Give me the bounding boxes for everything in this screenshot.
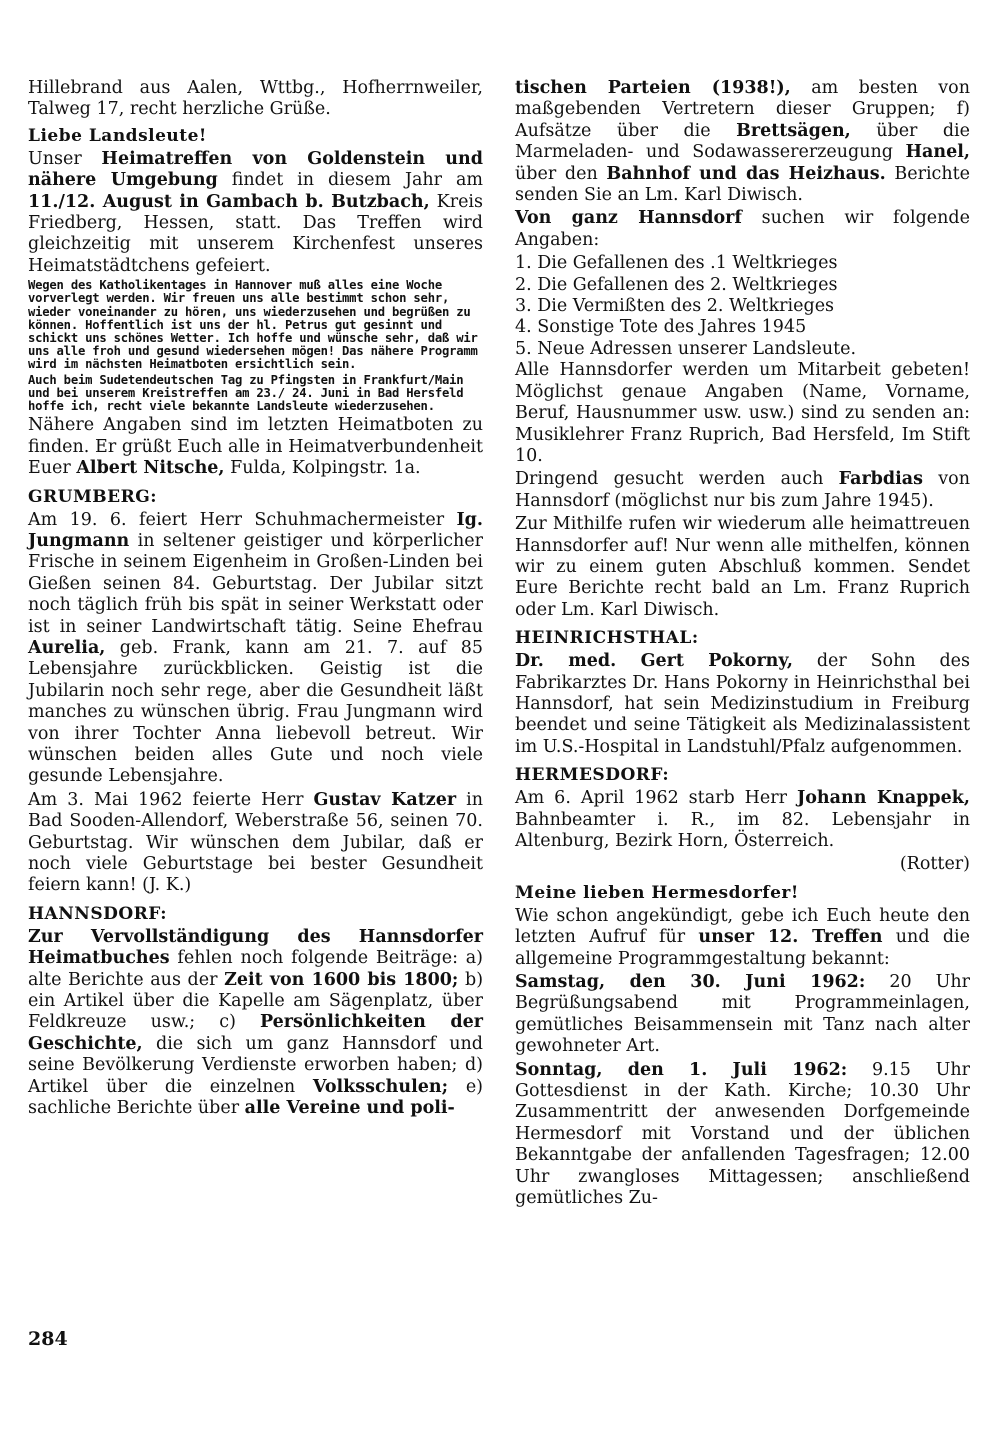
bold-span: Hanel,: [905, 142, 970, 163]
text-span: geb. Frank, kann am 21. 7. auf 85 Lebensjahre zurückblicken. Geistig ist die Jubilarin noch sehr rege, aber die Gesundheit läßt manches zu wünschen übrig. Frau Jungmann wird von ihrer Tochter Anna liebevoll betreut. Wir wünschen beiden alles Gute und noch viele gesunde Lebensjahre.: [28, 637, 483, 787]
bold-span: Johann Knappek,: [796, 788, 970, 809]
text-span: a) alte Berichte aus der: [28, 948, 483, 990]
dringend-paragraph: [515, 469, 970, 512]
text-span: in seltener geistiger und körperlicher Frische in seinem Eigenheim in Großen-Linden bei Gießen seinen 84. Geburtstag. Der Jubilar sitzt noch täglich früh bis spät in seiner Werkstatt oder ist in seiner Landwirtschaft tätig. Seine Ehefrau: [28, 530, 483, 637]
text-span: e) sachliche Berichte über: [28, 1076, 483, 1119]
grumberg-paragraph: [28, 510, 483, 788]
bold-span: Zur Vervollständigung des Hannsdorfer Heimatbuches: [28, 926, 483, 969]
bold-span: Aurelia,: [28, 637, 106, 658]
grumberg-paragraph: [28, 790, 483, 897]
bold-span: unser 12. Treffen: [698, 927, 883, 948]
intro-paragraph: Hillebrand aus Aalen, Wttbg., Hofherrnweiler, Talweg 17, recht herzliche Grüße.: [28, 78, 483, 120]
bold-span: Farbdias: [838, 469, 923, 490]
bold-span: Dr. med. Gert Pokorny,: [515, 651, 793, 672]
left-column: [28, 78, 483, 1121]
text-span: in Bad Sooden-Allendorf, Weberstraße 56, seinen 70. Geburtstag. Wir wünschen dem Jubilar, daß er noch viele Geburtstage bei bester Gesundheit feiern kann! (J. K.): [28, 789, 483, 896]
text-span: Am 3. Mai 1962 feierte Herr: [28, 789, 314, 810]
text-span: Am 6. April 1962 starb Herr: [515, 788, 797, 809]
bold-span: Sonntag, den 1. Juli 1962:: [515, 1059, 848, 1080]
bold-span: Brettsägen,: [736, 120, 851, 141]
text-span: Dringend gesucht werden auch: [515, 469, 839, 490]
text-span: Unser: [28, 148, 102, 169]
text-span: und die allgemeine Programmgestaltung bekannt:: [515, 927, 970, 969]
bold-span: Ig. Jungmann: [28, 509, 483, 551]
bold-span: tischen Parteien (1938!),: [515, 78, 791, 98]
text-span: über den: [515, 163, 607, 184]
section-heading-hannsdorf: HANNSDORF:: [28, 903, 168, 924]
text-span: 20 Uhr Begrüßungsabend mit Programmeinlagen, gemütliches Beisammensein mit Tanz nach alter gewohneter Art.: [515, 972, 970, 1057]
bold-span: Bahnhof und das Heizhaus.: [606, 163, 886, 184]
text-span: 9.15 Uhr Gottesdienst in der Kath. Kirche; 10.30 Uhr Zusammentritt der anwesenden Dorfgemeinde Hermesdorf mit Vorstand und der üblichen Bekanntgabe der anfallenden Tagesfragen; 12.00 Uhr zwangloses Mittagessen; anschließend gemütliches Zu-: [515, 1059, 970, 1209]
text-span: Am 19. 6. feiert Herr Schuhmachermeister: [28, 509, 457, 530]
bold-span: Heimatreffen von Goldenstein und nähere Umgebung: [28, 148, 483, 191]
text-span: am besten von maßgebenden Vertretern dieser Gruppen; f) Aufsätze über die: [515, 78, 970, 141]
list-item: 4. Sonstige Tote des Jahres 1945: [515, 317, 807, 338]
mithilfe-paragraph: Zur Mithilfe rufen wir wiederum alle heimattreuen Hannsdorfer auf! Nur wenn alle mithelfen, können wir zu einem guten Abschluß kommen. Sendet Eure Berichte recht bald an Lm. Franz Ruprich oder Lm. Karl Diwisch.: [515, 514, 970, 620]
section-heading-grumberg: GRUMBERG:: [28, 486, 158, 507]
bold-span: Zeit von 1600 bis 1800;: [224, 969, 459, 990]
text-span: Berichte senden Sie an Lm. Karl Diwisch.: [515, 163, 971, 206]
samstag-paragraph: [515, 972, 970, 1058]
hannsdorf-paragraph: [28, 927, 483, 1120]
bold-span: Samstag, den 30. Juni 1962:: [515, 972, 866, 993]
list-item: 3. Die Vermißten des 2. Weltkrieges: [515, 296, 835, 317]
small-print-paragraph: Auch beim Sudetendeutschen Tag zu Pfingsten in Frankfurt/Main und bei unserem Kreistreffen am 23./ 24. Juni in Bad Hersfeld hoffe ich, recht viele bekannte Landsleute wiederzusehen.: [28, 372, 464, 414]
hannsdorf-continued-paragraph: [515, 78, 970, 206]
list-item: 1. Die Gefallenen des .1 Weltkrieges: [515, 253, 838, 274]
bold-span: Albert Nitsche,: [76, 458, 225, 479]
text-span: Nähere Angaben sind im letzten Heimatboten zu finden. Er grüßt Euch alle in Heimatverbundenheit Euer: [28, 415, 483, 479]
text-span: Fulda, Kolpingstr. 1a.: [224, 458, 421, 479]
treffen-paragraph: [28, 149, 483, 277]
text-span: suchen wir folgende Angaben:: [515, 208, 970, 250]
text-span: Bahnbeamter i. R., im 82. Lebensjahr in Altenburg, Bezirk Horn, Österreich.: [515, 809, 970, 851]
alle-paragraph: Alle Hannsdorfer werden um Mitarbeit gebeten! Möglichst genaue Angaben (Name, Vorname, Beruf, Hausnummer usw. usw.) sind zu senden an: Musiklehrer Franz Ruprich, Bad Hersfeld, Im Stift 10.: [515, 360, 970, 466]
right-column: [515, 78, 970, 1212]
text-span: von Hannsdorf (möglichst nur bis zum Jahre 1945).: [515, 469, 970, 511]
von-ganz-paragraph: [515, 208, 970, 251]
text-span: Kreis Friedberg, Hessen, statt. Das Treffen wird gleichzeitig mit unserem Kirchenfest unseres Heimatstädtchens gefeiert.: [28, 191, 484, 276]
author-signature: (Rotter): [899, 854, 970, 875]
text-span: findet in diesem Jahr am: [217, 170, 483, 191]
text-span: fehlen noch folgende Beiträge:: [169, 948, 458, 969]
bold-span: 11./12. August in Gambach b. Butzbach,: [28, 191, 430, 212]
text-span: Wie schon angekündigt, gebe ich Euch heute den letzten Aufruf für: [515, 905, 970, 948]
bold-span: Persönlichkeiten der Geschichte,: [28, 1012, 483, 1054]
sonntag-paragraph: [515, 1060, 970, 1210]
bold-span: Von ganz Hannsdorf: [515, 208, 742, 229]
list-item: 5. Neue Adressen unserer Landsleute.: [515, 338, 857, 359]
text-span: der Sohn des Fabrikarztes Dr. Hans Pokorny in Heinrichsthal bei Hannsdorf, hat sein Medizinstudium in Freiburg beendet und seine Tätigkeit als Medizinalassistent im U.S.-Hospital in Landstuhl/Pfalz aufgenommen.: [515, 651, 970, 757]
bold-span: alle Vereine und poli-: [244, 1098, 455, 1119]
naehere-paragraph: [28, 415, 483, 479]
section-heading-hermesdorf: HERMESDORF:: [515, 765, 670, 786]
text-span: b) ein Artikel über die Kapelle am Sägenplatz, über Feldkreuze usw.; c): [28, 969, 484, 1033]
bold-span: Gustav Katzer: [313, 789, 457, 810]
greeting-heading: Liebe Landsleute!: [28, 125, 207, 146]
heinrichsthal-paragraph: [515, 651, 970, 758]
text-span: die sich um ganz Hannsdorf und seine Bevölkerung Verdienste erworben haben; d) Artikel über die einzelnen: [28, 1033, 483, 1097]
page-number: 284: [28, 1328, 68, 1350]
aufruf-paragraph: [515, 906, 970, 970]
bold-span: Volksschulen;: [312, 1076, 449, 1097]
hermesdorf-paragraph: [515, 788, 970, 852]
meine-lieben-heading: Meine lieben Hermesdorfer!: [515, 882, 799, 903]
list-item: 2. Die Gefallenen des 2. Weltkrieges: [515, 274, 838, 295]
section-heading-heinrichsthal: HEINRICHSTHAL:: [515, 628, 699, 649]
small-print-paragraph: Wegen des Katholikentages in Hannover muß alles eine Woche vorverlegt werden. Wir freuen uns alle bestimmt schon sehr, wieder voneinander zu hören, uns wiederzusehen und begrüßen zu können. Hoffentlich ist uns der hl. Petrus gut gesinnt und schickt uns schönes Wetter. Ich hoffe und wünsche sehr, daß wir uns alle froh und gesund wiedersehen mögen! Das nähere Programm wird im nächsten Heimatboten ersichtlich sein.: [28, 278, 478, 372]
text-span: über die Marmeladen- und Sodawassererzeugung: [515, 120, 971, 163]
